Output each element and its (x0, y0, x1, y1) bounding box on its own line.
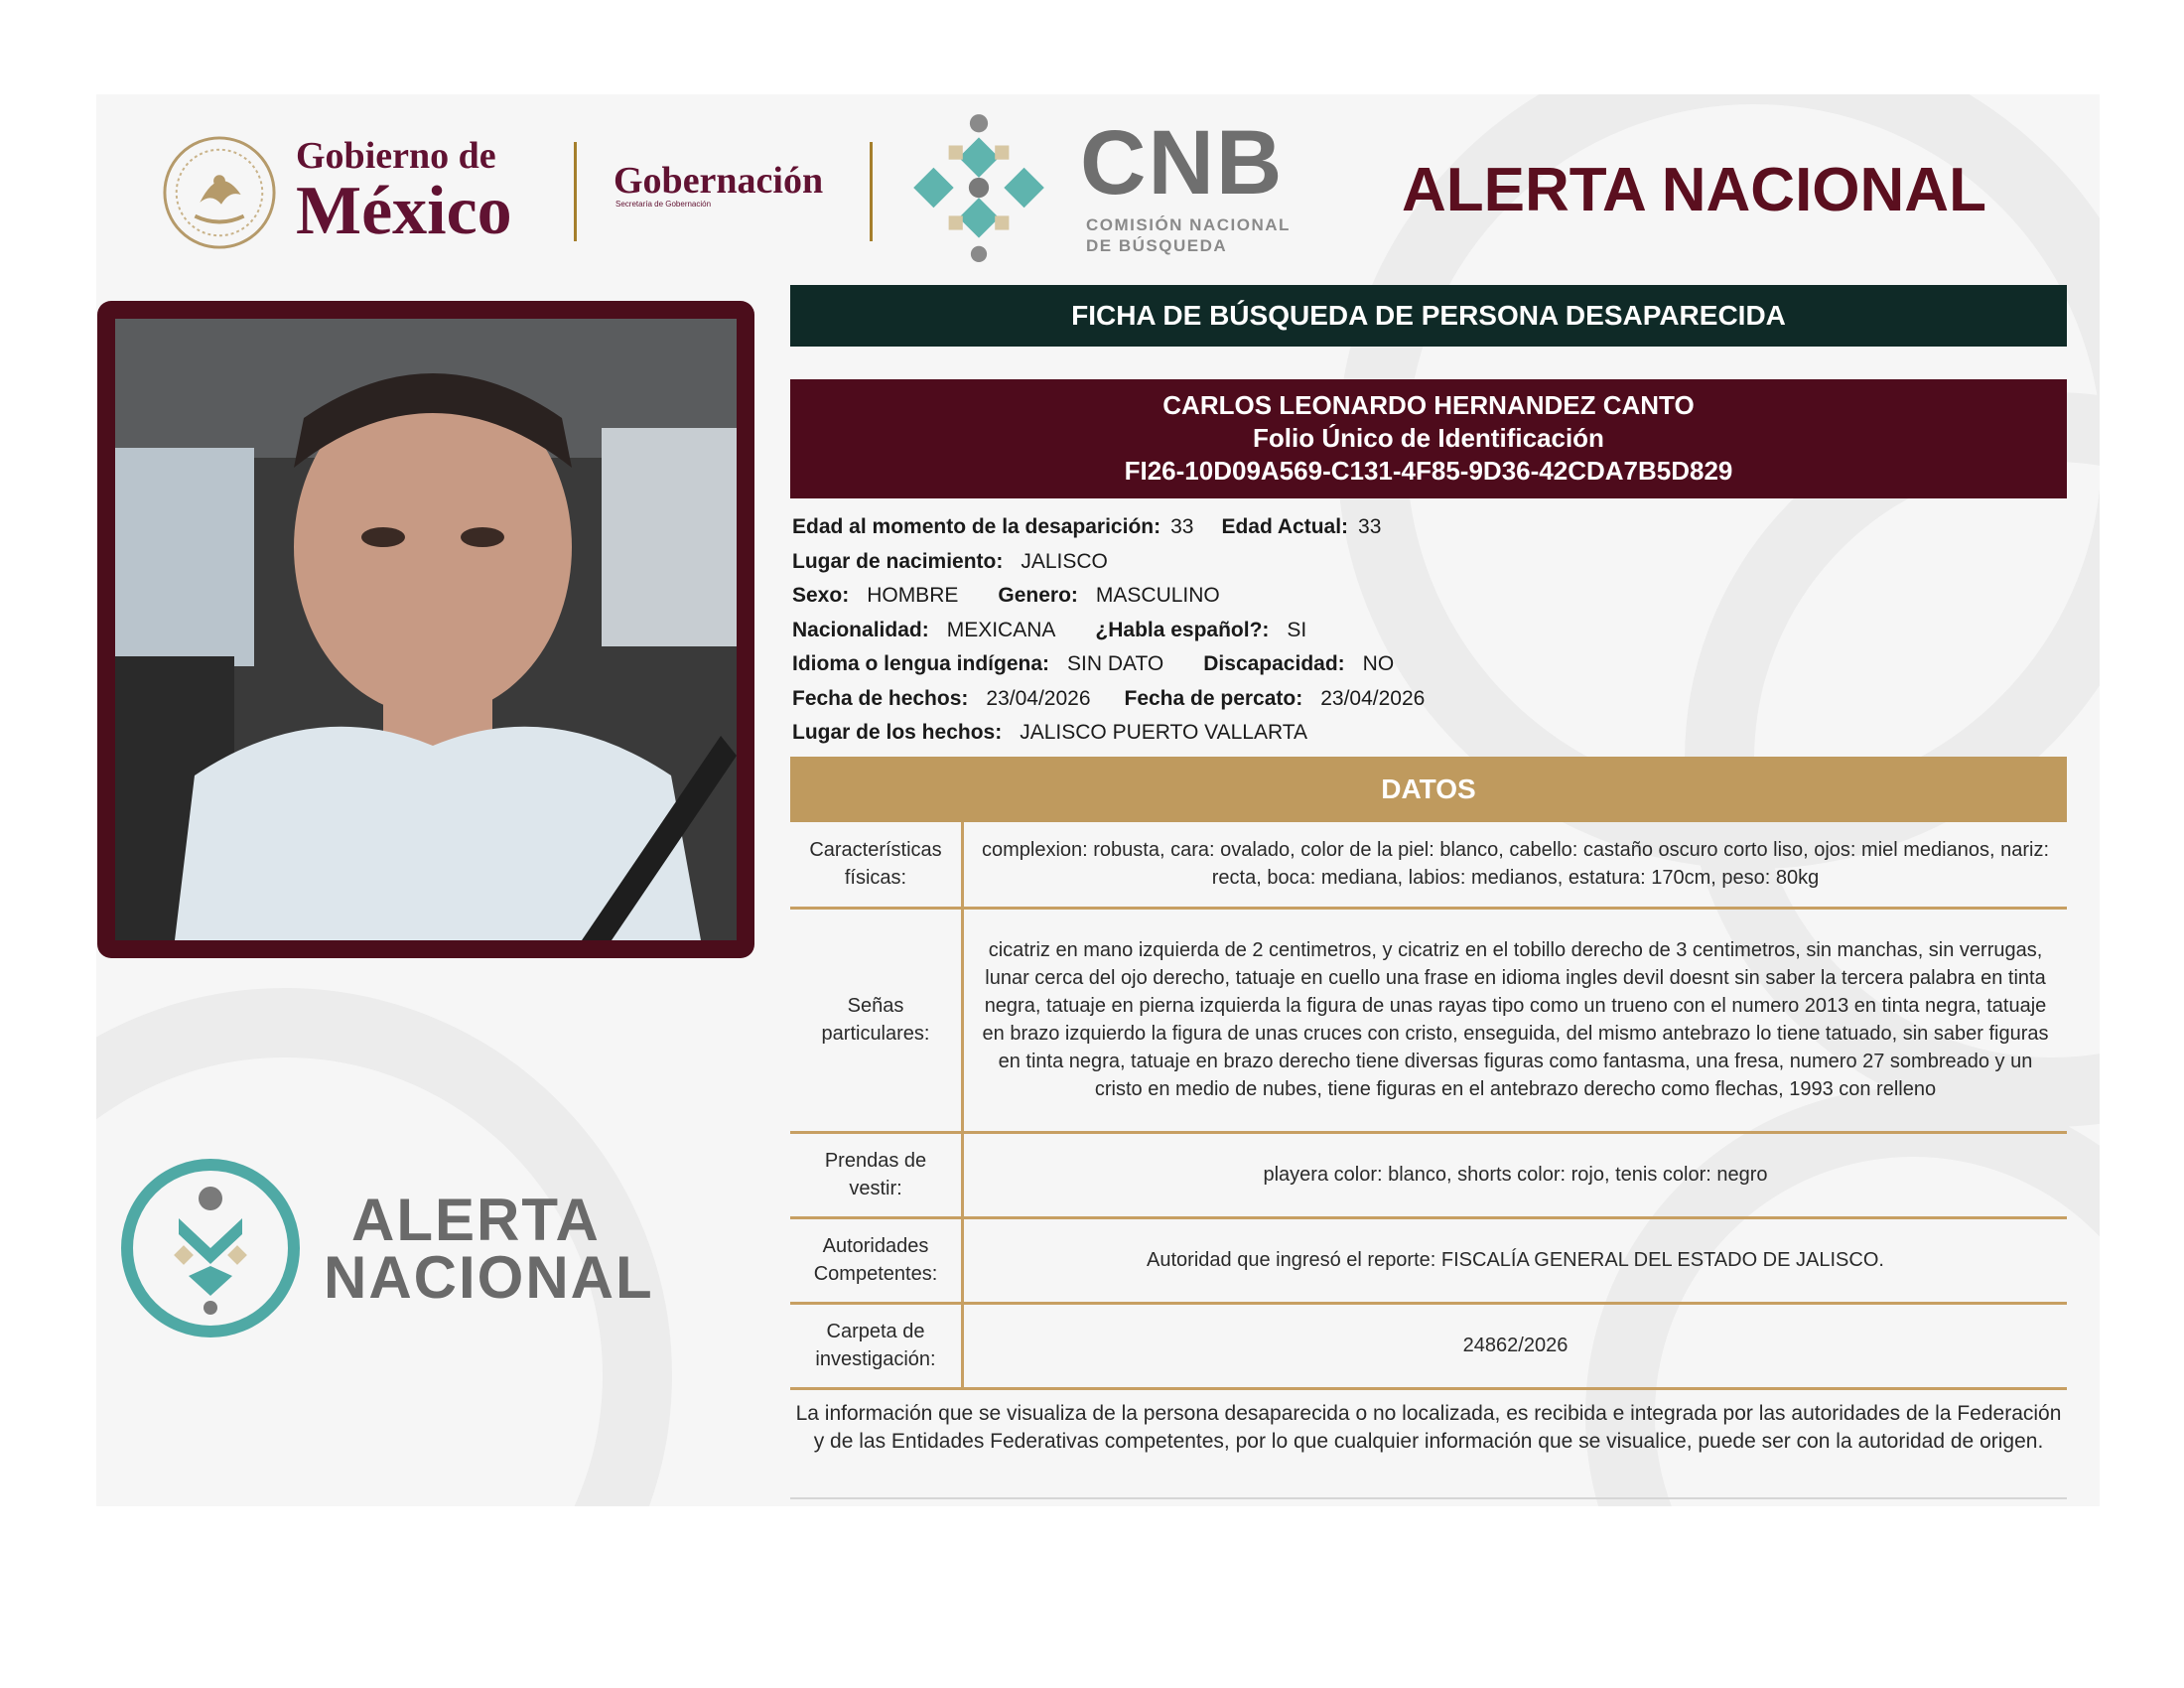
cnb-emblem-icon (903, 105, 1054, 266)
datos-header: DATOS (790, 757, 2067, 822)
info-value: HOMBRE (867, 584, 959, 607)
info-value: MEXICANA (946, 618, 1056, 641)
info-label: Lugar de nacimiento: (792, 549, 1004, 573)
gob-line1: Gobierno de (296, 135, 496, 177)
row-value: 24862/2026 (963, 1303, 2068, 1388)
gob-line2: México (296, 173, 512, 249)
info-row (792, 716, 1425, 751)
gobernacion-logo: Gobernación (614, 160, 824, 202)
info-value: SIN DATO (1067, 652, 1164, 675)
info-row (792, 545, 1425, 580)
info-label: Genero: (998, 584, 1078, 607)
disclaimer-text: La información que se visualiza de la persona desaparecida o no localizada, es recibida e integrada por las autoridades de la Federación y de las Entidades Federativas competentes, por lo que cualquier información que se visualice, puede ser con la autoridad de origen. (795, 1402, 2062, 1453)
folio-number: FI26-10D09A569-C131-4F85-9D36-42CDA7B5D829 (1124, 456, 1733, 486)
info-label: Edad al momento de la desaparición: (792, 515, 1161, 538)
cnb-sub-line1: COMISIÓN NACIONAL (1086, 215, 1291, 234)
info-row (792, 682, 1425, 717)
table-row (790, 1132, 2067, 1217)
cnb-wordmark: CNB (1080, 112, 1285, 213)
alerta-nacional-title: ALERTA NACIONAL (1402, 156, 1986, 224)
info-label: Fecha de percato: (1124, 686, 1303, 710)
coat-of-arms-icon (161, 134, 278, 251)
info-label: Idioma o lengua indígena: (792, 652, 1050, 675)
row-label: Carpeta de investigación: (790, 1303, 963, 1388)
info-value: JALISCO PUERTO VALLARTA (1020, 721, 1308, 744)
cnb-subtitle (1086, 214, 1291, 256)
info-label: Nacionalidad: (792, 618, 929, 641)
an-line1: ALERTA (351, 1187, 601, 1253)
info-label: Lugar de los hechos: (792, 721, 1003, 744)
gobierno-de-mexico-logo (296, 135, 512, 249)
info-label: Discapacidad: (1203, 652, 1345, 675)
person-info (792, 510, 1425, 751)
table-row (790, 908, 2067, 1132)
row-label: Autoridades Competentes: (790, 1217, 963, 1303)
person-name: CARLOS LEONARDO HERNANDEZ CANTO (1162, 390, 1695, 420)
row-value: playera color: blanco, shorts color: rojo, tenis color: negro (963, 1132, 2068, 1217)
alerta-nacional-wordmark (324, 1187, 654, 1311)
an-line2: NACIONAL (324, 1244, 654, 1311)
person-header (790, 379, 2067, 498)
ficha-title-bar: FICHA DE BÚSQUEDA DE PERSONA DESAPARECIDA (790, 285, 2067, 347)
row-label: Señas particulares: (790, 908, 963, 1132)
datos-table (790, 822, 2067, 1390)
info-label: Fecha de hechos: (792, 686, 969, 710)
info-value: NO (1362, 652, 1395, 675)
info-value: SI (1287, 618, 1307, 641)
alerta-nacional-emblem-icon (119, 1157, 303, 1340)
folio-label: Folio Único de Identificación (1253, 423, 1604, 453)
row-value: Autoridad que ingresó el reporte: FISCALÍA GENERAL DEL ESTADO DE JALISCO. (963, 1217, 2068, 1303)
row-label: Características físicas: (790, 822, 963, 908)
info-row (792, 647, 1425, 682)
info-value: 33 (1170, 515, 1194, 538)
bottom-divider (790, 1497, 2067, 1499)
info-value: JALISCO (1021, 549, 1108, 573)
info-row (792, 579, 1425, 614)
info-row (792, 510, 1425, 545)
table-row (790, 1217, 2067, 1303)
header-divider (870, 142, 873, 241)
info-label: Sexo: (792, 584, 850, 607)
table-row (790, 822, 2067, 908)
row-value: cicatriz en mano izquierda de 2 centimetros, y cicatriz en el tobillo derecho de 3 centimetros, sin manchas, sin verrugas, lunar cerca del ojo derecho, tatuaje en cuello una frase en idioma ingles devil doesnt sin saber la tercera palabra en tinta negra, tatuaje en pierna izquierda la figura de unas rayas tipo como un trueno con el numero 2013 en tinta negra, tatuaje en brazo izquierdo la figura de unas cruces con cristo, enseguida, del mismo antebrazo lo tiene tatuado, sin saber figuras en tinta negra, tatuaje en brazo derecho tiene diversas figuras como fantasma, una fresa, numero 27 sombreado y un cristo en medio de nubes, tiene figuras en el antebrazo derecho como flechas, 1993 con relleno (963, 908, 2068, 1132)
info-value: 33 (1358, 515, 1382, 538)
row-value: complexion: robusta, cara: ovalado, color de la piel: blanco, cabello: castaño oscuro corto liso, ojos: miel medianos, nariz: recta, boca: mediana, labios: medianos, estatura: 170cm, peso: 80kg (963, 822, 2068, 908)
info-value: 23/04/2026 (986, 686, 1091, 710)
table-row (790, 1303, 2067, 1388)
info-value: 23/04/2026 (1320, 686, 1426, 710)
info-row (792, 614, 1425, 648)
header-divider (574, 142, 577, 241)
cnb-sub-line2: DE BÚSQUEDA (1086, 236, 1228, 255)
row-label: Prendas de vestir: (790, 1132, 963, 1217)
info-label: ¿Habla español?: (1095, 618, 1270, 641)
gobernacion-subtitle: Secretaría de Gobernación (615, 200, 712, 209)
info-label: Edad Actual: (1221, 515, 1349, 538)
missing-person-photo (115, 319, 737, 940)
info-value: MASCULINO (1095, 584, 1220, 607)
